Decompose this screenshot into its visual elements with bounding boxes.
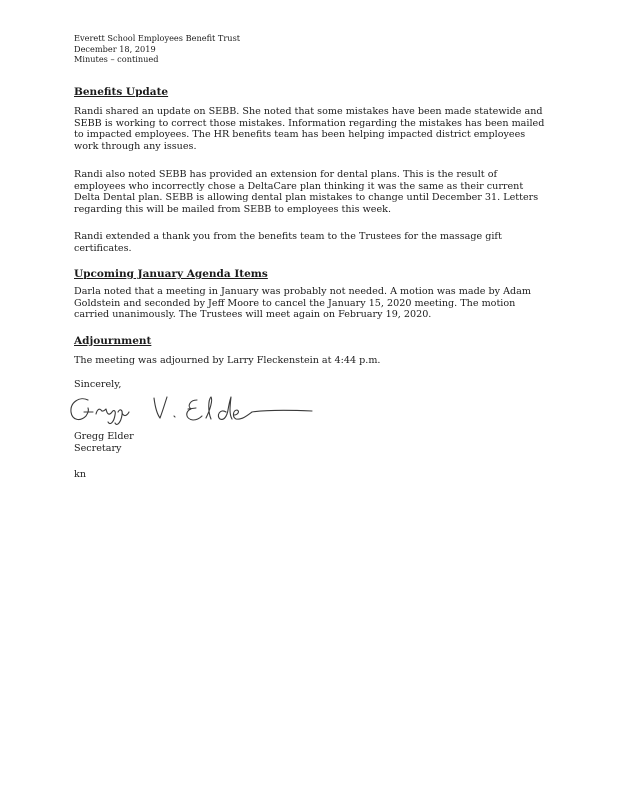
text-line: to impacted employees. The HR benefits team has been helping impacted district employees xyxy=(74,129,526,141)
adjournment-paragraph xyxy=(74,355,550,367)
text-line: Randi extended a thank you from the benefits team to the Trustees for the massage gift xyxy=(74,231,502,242)
signer-title: Secretary xyxy=(74,443,122,454)
header-org: Everett School Employees Benefit Trust xyxy=(74,33,241,43)
text-line: SEBB is working to correct those mistakes. Information regarding the mistakes has been mailed xyxy=(74,117,545,129)
benefits-paragraph-1 xyxy=(74,106,550,152)
header-date: December 18, 2019 xyxy=(74,43,156,54)
text-line: Delta Dental plan. SEBB is allowing dental plan mistakes to change until December 31. Letters xyxy=(74,192,539,204)
signer-name: Gregg Elder xyxy=(74,431,134,442)
upcoming-agenda-heading: Upcoming January Agenda Items xyxy=(74,268,268,280)
upcoming-paragraph xyxy=(74,286,550,321)
page-header xyxy=(74,33,240,65)
text-line: Darla noted that a meeting in January was probably not needed. A motion was made by Adam xyxy=(74,286,531,297)
text-line: Randi shared an update on SEBB. She noted that some mistakes have been made statewide and xyxy=(74,106,543,117)
typist-initials: kn xyxy=(74,469,86,480)
text-line: Goldstein and seconded by Jeff Moore to cancel the January 15, 2020 meeting. The motion xyxy=(74,297,516,309)
header-doc: Minutes – continued xyxy=(74,54,159,64)
benefits-paragraph-3 xyxy=(74,231,550,254)
text-line: employees who incorrectly chose a DeltaCare plan thinking it was the same as their current xyxy=(74,180,524,192)
text-line: work through any issues. xyxy=(74,140,197,152)
handwritten-signature xyxy=(66,392,316,434)
text-line: Randi also noted SEBB has provided an extension for dental plans. This is the result of xyxy=(74,169,498,180)
text-line: certificates. xyxy=(74,242,132,254)
text-line: carried unanimously. The Trustees will meet again on February 19, 2020. xyxy=(74,309,432,321)
text-line: regarding this will be mailed from SEBB to employees this week. xyxy=(74,203,392,215)
salutation: Sincerely, xyxy=(74,379,122,390)
benefits-update-heading: Benefits Update xyxy=(74,86,169,98)
adjournment-heading: Adjournment xyxy=(74,335,152,347)
text-line: The meeting was adjourned by Larry Fleckenstein at 4:44 p.m. xyxy=(74,355,381,366)
benefits-paragraph-2 xyxy=(74,169,550,215)
